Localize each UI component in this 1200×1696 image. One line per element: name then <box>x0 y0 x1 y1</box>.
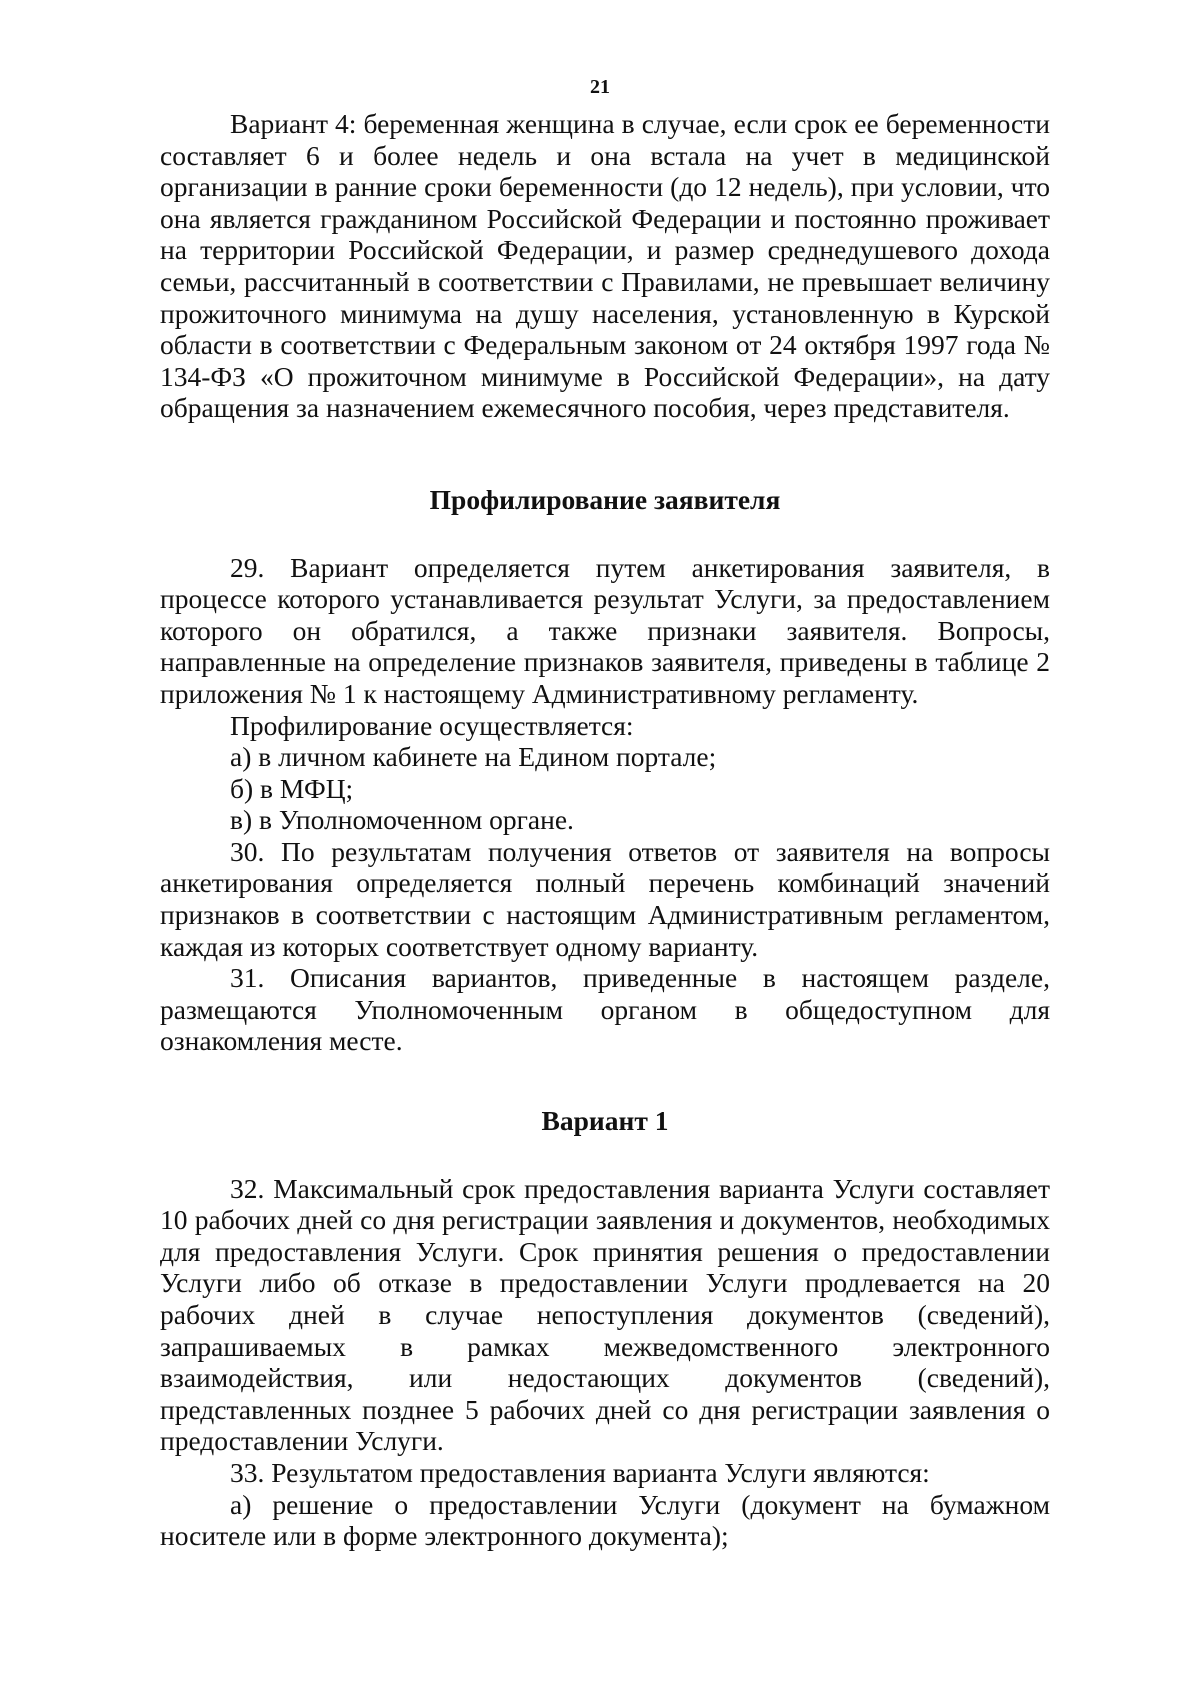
heading-profiling: Профилирование заявителя <box>429 483 781 515</box>
paragraph-29: 29. Вариант определяется путем анкетирования заявителя, в процессе которого устанавливается результат Услуги, за предоставлением которого он обратился, а также признаки заявителя. Вопросы, направленные на определение признаков заявителя, приведены в таблице 2 приложения № 1 к настоящему Административному регламенту. <box>160 551 1050 709</box>
list-item-b: б) в МФЦ; <box>230 772 354 804</box>
document-body <box>160 108 1050 1552</box>
paragraph-33: 33. Результатом предоставления варианта Услуги являются: <box>230 1456 930 1488</box>
paragraph-30: 30. По результатам получения ответов от заявителя на вопросы анкетирования определяется полный перечень комбинаций значений признаков в соответствии с настоящим Административным регламентом, каждая из которых соответствует одному варианту. <box>160 835 1050 962</box>
list-item-c: в) в Уполномоченном органе. <box>230 804 574 836</box>
paragraph-profiling-intro: Профилирование осуществляется: <box>230 709 634 741</box>
paragraph-31: 31. Описания вариантов, приведенные в настоящем разделе, размещаются Уполномоченным органом в общедоступном для ознакомления месте. <box>160 962 1050 1057</box>
paragraph-32: 32. Максимальный срок предоставления варианта Услуги составляет 10 рабочих дней со дня регистрации заявления и документов, необходимых для предоставления Услуги. Срок принятия решения о предоставлении Услуги либо об отказе в предоставлении Услуги продлевается на 20 рабочих дней в случае непоступления документов (сведений), запрашиваемых в рамках межведомственного электронного взаимодействия, или недостающих документов (сведений), представленных позднее 5 рабочих дней со дня регистрации заявления о предоставлении Услуги. <box>160 1172 1050 1457</box>
page-number: 21 <box>590 76 610 98</box>
heading-variant-1: Вариант 1 <box>541 1105 669 1137</box>
paragraph-variant-4: Вариант 4: беременная женщина в случае, если срок ее беременности составляет 6 и более недель и она встала на учет в медицинской организации в ранние сроки беременности (до 12 недель), при условии, что она является гражданином Российской Федерации и постоянно проживает на территории Российской Федерации, и размер среднедушевого дохода семьи, рассчитанный в соответствии с Правилами, не превышает величину прожиточного минимума на душу населения, установленную в Курской области в соответствии с Федеральным законом от 24 октября 1997 года № 134-ФЗ «О прожиточном минимуме в Российской Федерации», на дату обращения за назначением ежемесячного пособия, через представителя. <box>160 108 1050 424</box>
list-item-33a: а) решение о предоставлении Услуги (документ на бумажном носителе или в форме электронного документа); <box>160 1488 1050 1552</box>
list-item-a: а) в личном кабинете на Едином портале; <box>230 741 717 773</box>
